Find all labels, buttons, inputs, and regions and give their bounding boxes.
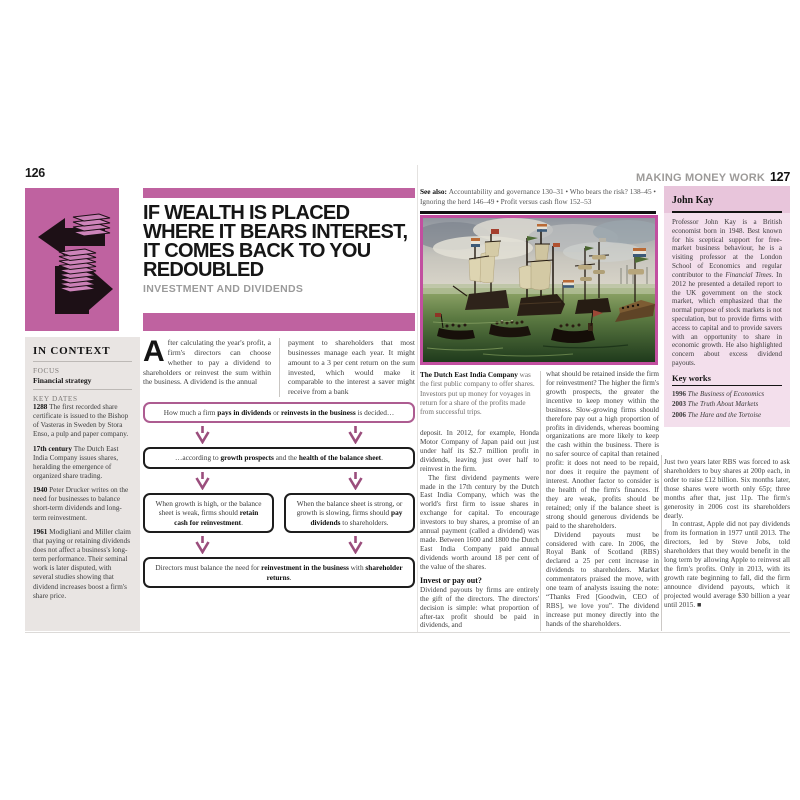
column-divider: [540, 371, 541, 631]
key-works-label: Key works: [672, 372, 711, 383]
paragraph: Dividend payouts by firms are entirely the gift of the directors. The directors' decision is simple: what proportion of after-tax profit should be paid in dividends, and: [420, 585, 539, 630]
biography-name-band: [664, 186, 790, 211]
page-gutter-line: [417, 165, 418, 632]
paragraph: The first dividend payments were made in the 17th century by the Dutch East India Company, which was the world's first firm to issue shares in exchange for capital. To encourage investors to buy shares, a promise of an annual payment (called a dividend) was made. Between 1600 and 1800 the Dutch East India Company paid annual dividends worth around 18 per cent of the value of the shares.: [420, 473, 539, 571]
in-context-heading: IN CONTEXT: [33, 345, 111, 357]
flow-arrows: [143, 469, 415, 493]
page-bottom-edge: [25, 632, 790, 633]
key-date-entry: 17th century The Dutch East India Company issues shares, heralding the emergence of organized share trading.: [33, 444, 119, 480]
biography-name: John Kay: [672, 195, 714, 206]
see-also-rule: [420, 211, 656, 214]
painting-caption: The Dutch East India Company was the first public company to offer shares. Investors put up money for voyages in return for a share of the profits made from successful trips.: [420, 371, 535, 417]
in-context-sidebar: [25, 337, 140, 631]
biography-body: Professor John Kay is a British economist born in 1948. Best known for his sceptical support for free-market business behaviour, he is a visiting professor at the London School of Economics and regular contributor to the Financial Times. In 2012 he presented a detailed report to the UK government on the stock market, which emphasized that the normal purpose of stock markets is not speculation, but to provide firms with access to capital and to provide savers with an opportunity to share in economic growth. He also highlighted concern about excess dividend payouts. Key works 1996 The Business of Economics 2003 The Truth About Markets 2006 The Hare and the Tortoise: [664, 213, 790, 427]
flow-arrow-icon: [195, 425, 210, 445]
article-header: [143, 188, 415, 295]
flow-box-pay: When the balance sheet is strong, or growth is slowing, firms should pay dividends to shareholders.: [284, 493, 415, 533]
body-column-3: [664, 458, 790, 610]
paragraph: Dividend payouts must be considered with care. In 2006, the Royal Bank of Scotland (RBS) declared a 25 per cent increase in dividends to shareholders. Market commentators praised the move, with one team of analysts issuing the note: “Thanks Fred [Goodwin, CEO of RBS], we love you”. The dividend increase put money directly into the hands of the shareholders.: [546, 530, 659, 628]
key-dates-label: KEY DATES: [33, 394, 78, 403]
body-column-1: [420, 429, 539, 630]
page-number-right: 127: [770, 170, 790, 184]
key-works-rule: [672, 385, 782, 387]
paragraph: deposit. In 2012, for example, Honda Motor Company of Japan paid out just under half its $2.7 million profit in dividends, leaving just over half to reinvest in the firm.: [420, 429, 539, 473]
intro-text: [143, 335, 415, 397]
section-title: MAKING MONEY WORK: [635, 172, 766, 184]
paragraph: what should be retained inside the firm for reinvestment? The higher the firm's growth prospects, the greater the incentive to keep money within the business. Slow-growing firms should therefore pay out a high proportion of profits in dividends, whereas booming organizations are more likely to keep the cash within the business. There is no safer source of capital than retained profit: it does not need to be repaid, nor does it require the payment of interest. Another factor to consider is the health of the firm's finances. If they are weak, profits should be retained; only if the balance sheet is strong should generous dividends be paid to the shareholders.: [546, 370, 659, 530]
biography-box: [664, 186, 790, 427]
flow-box-balance: Directors must balance the need for reinvestment in the business with shareholder returns.: [143, 557, 415, 588]
drop-cap: A: [143, 335, 165, 368]
key-work: 1996 The Business of Economics: [672, 390, 765, 399]
article-title: IF WEALTH IS PLACED WHERE IT BEARS INTEREST, IT COMES BACK TO YOU REDOUBLED: [143, 202, 408, 281]
see-also-line: See also: Accountability and governance 130–31 • Who bears the risk? 138–45 • Ignoring the herd 146–49 • Profit versus cash flow 152–53: [420, 187, 656, 206]
title-bottom-bar: [143, 313, 415, 331]
flow-arrow-icon: [195, 535, 210, 555]
article-subtitle: INVESTMENT AND DIVIDENDS: [143, 283, 304, 295]
flow-arrows: [143, 423, 415, 447]
flow-box-according: …according to growth prospects and the health of the balance sheet.: [143, 447, 415, 468]
flow-arrow-icon: [348, 471, 363, 491]
flow-arrows: [143, 533, 415, 557]
key-work: 2006 The Hare and the Tortoise: [672, 410, 762, 419]
painting-dutch-ships: [420, 215, 658, 365]
flow-box-retain: When growth is high, or the balance sheet is weak, firms should retain cash for reinvestment.: [143, 493, 274, 533]
paragraph: Just two years later RBS was forced to ask shareholders to buy shares at 200p each, in order to raise £12 billion. Six months later, those shares were worth only 65p; three months after that, just 11p. The firm's generosity in 2006 cost its shareholders dearly.: [664, 458, 790, 520]
subheading-invest-or-pay-out: Invest or pay out?: [420, 575, 482, 585]
paragraph: In contrast, Apple did not pay dividends from its formation in 1977 until 2013. The directors, led by Steve Jobs, told shareholders that they would benefit in the long term by allowing Apple to reinvest all the firm's profits. Only in 2013, with its growth rate beginning to fall, did the firm announce dividend payouts, which it projected would average $30 billion a year until 2015. ■: [664, 520, 790, 609]
flow-arrow-icon: [195, 471, 210, 491]
body-column-2: [546, 370, 659, 629]
flow-box-decided: How much a firm pays in dividends or reinvests in the business is decided…: [143, 402, 415, 423]
running-head: [636, 168, 790, 186]
exchange-arrows-icon: [25, 318, 119, 335]
key-date-entry: 1940 Peter Drucker writes on the need for businesses to balance short-term dividends and long-term reinvestment.: [33, 486, 129, 522]
flow-arrow-icon: [348, 535, 363, 555]
page-number-left: 126: [25, 166, 45, 180]
column-divider: [661, 455, 662, 631]
chapter-icon-block: [25, 188, 119, 331]
flowchart: [143, 402, 415, 588]
intro-column-1: After calculating the year's profit, a firm's directors can choose whether to pay a dividend to shareholders or reinvest the sum within the business. A dividend is the annual: [143, 338, 280, 397]
key-work: 2003 The Truth About Markets: [672, 400, 759, 409]
title-top-bar: [143, 188, 415, 198]
flow-arrow-icon: [348, 425, 363, 445]
key-date-entry: 1961 Modigliani and Miller claim that paying or retaining dividends does not affect a business's long-term performance. Their seminal work is later disputed, with several studies showing that dividend increases boost a firm's share price.: [33, 527, 131, 600]
key-date-entry: 1288 The first recorded share certificate is issued to the Bishop of Vasteras in Sweden by Stora Enso, a pulp and paper company.: [33, 403, 129, 439]
focus-label: FOCUS: [33, 366, 60, 375]
focus-value: Financial strategy: [33, 376, 92, 385]
intro-column-2: payment to shareholders that most businesses manage each year. It might amount to a 3 per cent return on the sum invested, which would make it comparable to the interest a saver might receive from a bank: [288, 338, 415, 397]
